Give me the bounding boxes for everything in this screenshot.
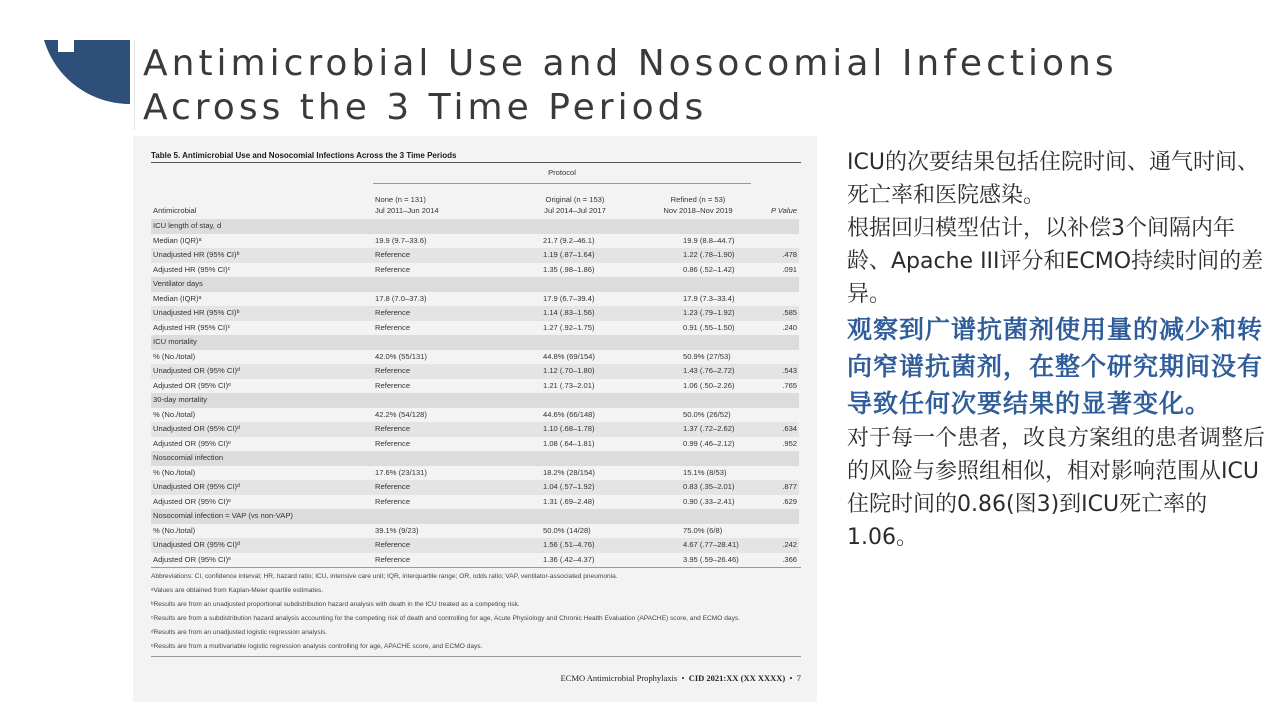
table-section-row — [151, 219, 799, 234]
cell-none: Reference — [373, 248, 505, 263]
table-section-row — [151, 335, 799, 350]
cell-pvalue — [751, 408, 799, 423]
table-row — [151, 364, 799, 379]
corner-accent-square — [58, 36, 74, 52]
table-section-row — [151, 451, 799, 466]
cell-refined: 0.90 (.33–2.41) — [683, 496, 735, 506]
row-label: Adjusted HR (95% CI)ᶜ — [153, 322, 231, 332]
cell-original: 44.6% (66/148) — [543, 409, 595, 419]
cell-none: Reference — [373, 538, 505, 553]
table-note: ᵈResults are from an unadjusted logistic regression analysis. — [151, 629, 328, 636]
table-row — [151, 321, 799, 336]
cell-none: Reference — [375, 496, 411, 506]
cell-none: 42.2% (54/128) — [375, 409, 427, 419]
table-row — [151, 495, 799, 510]
table-section-row — [151, 277, 799, 292]
table-section-row — [151, 393, 799, 408]
commentary-para-1: ICU的次要结果包括住院时间、通气时间、死亡率和医院感染。 — [847, 150, 1259, 208]
cell-refined: 3.95 (.59–26.46) — [683, 554, 739, 564]
cell-original: 1.12 (.70–1.80) — [505, 364, 645, 379]
cell-none: Reference — [373, 480, 505, 495]
row-label: Adjusted OR (95% CI)ᵉ — [153, 496, 231, 506]
cell-pvalue: .765 — [782, 380, 798, 390]
slide-title — [143, 42, 1273, 130]
row-label: Unadjusted HR (95% CI)ᵇ — [151, 306, 373, 321]
row-label: Adjusted OR (95% CI)ᵉ — [153, 438, 231, 448]
slide-title-line2: Across the 3 Time Periods — [143, 87, 708, 128]
cell-original: 17.9 (6.7–39.4) — [543, 293, 595, 303]
cell-none: Reference — [375, 554, 411, 564]
cell-none: Reference — [375, 438, 411, 448]
cell-pvalue — [751, 466, 799, 481]
slide-title-line1: Antimicrobial Use and Nosocomial Infections — [143, 43, 1118, 84]
col-header-pvalue: P Value — [770, 206, 798, 215]
cell-refined: 1.43 (.76–2.72) — [645, 364, 751, 379]
table-row — [151, 292, 799, 307]
cell-refined: 4.67 (.77–28.41) — [645, 538, 751, 553]
row-label: Adjusted OR (95% CI)ᵉ — [153, 554, 231, 564]
section-label: Nosocomial infection — [151, 451, 799, 466]
cell-original: 1.21 (.73–2.01) — [543, 380, 595, 390]
cell-pvalue — [751, 234, 799, 249]
row-label: Unadjusted OR (95% CI)ᵈ — [151, 538, 373, 553]
table-row — [151, 480, 799, 495]
commentary-highlight: 观察到广谱抗菌剂使用量的减少和转向窄谱抗菌剂，在整个研究期间没有导致任何次要结果的显著变化。 — [847, 315, 1264, 418]
cell-original: 1.14 (.83–1.56) — [505, 306, 645, 321]
col-header-none: None (n = 131) Jul 2011–Jun 2014 — [375, 195, 439, 215]
cell-pvalue: .629 — [782, 496, 798, 506]
cell-original: 1.56 (.51–4.76) — [505, 538, 645, 553]
title-band — [0, 0, 1280, 134]
table-section-row — [151, 509, 799, 524]
section-label: Ventilator days — [151, 277, 799, 292]
table-row — [151, 524, 799, 539]
table-image-panel — [133, 136, 817, 702]
table-header-protocol-row — [151, 163, 799, 184]
col-header-original: Original (n = 153) Jul 2014–Jul 2017 — [544, 195, 606, 215]
table-row — [151, 248, 799, 263]
row-label: Unadjusted OR (95% CI)ᵈ — [151, 480, 373, 495]
cell-refined: 0.99 (.46–2.12) — [683, 438, 735, 448]
cell-original: 1.36 (.42–4.37) — [543, 554, 595, 564]
cell-none: Reference — [375, 380, 411, 390]
cell-refined: 0.86 (.52–1.42) — [683, 264, 735, 274]
col-header-refined: Refined (n = 53) Nov 2018–Nov 2019 — [663, 195, 733, 215]
cell-original: 1.10 (.68–1.78) — [505, 422, 645, 437]
footer-page-number: 7 — [796, 673, 801, 683]
cell-none: Reference — [373, 306, 505, 321]
cell-refined: 0.83 (.35–2.01) — [645, 480, 751, 495]
table-row — [151, 408, 799, 423]
cell-none: 17.6% (23/131) — [375, 467, 427, 477]
title-divider — [134, 40, 135, 130]
table-row — [151, 306, 799, 321]
cell-refined: 1.22 (.78–1.90) — [645, 248, 751, 263]
cell-none: 19.9 (9.7–33.6) — [375, 235, 427, 245]
table-row — [151, 437, 799, 452]
row-label: Adjusted OR (95% CI)ᵉ — [153, 380, 231, 390]
cell-none: Reference — [373, 422, 505, 437]
cell-pvalue: .366 — [782, 554, 798, 564]
corner-accent-shape — [44, 40, 130, 104]
table-row — [151, 263, 799, 278]
cell-pvalue: .478 — [751, 248, 799, 263]
cell-original: 21.7 (9.2–46.1) — [543, 235, 595, 245]
row-label: % (No./total) — [153, 525, 196, 535]
cell-none: 39.1% (9/23) — [375, 525, 419, 535]
cell-pvalue: .543 — [751, 364, 799, 379]
page-footer: ECMO Antimicrobial Prophylaxis • CID 2021:XX (XX XXXX) • 7 — [560, 673, 801, 683]
table-document — [151, 144, 801, 685]
table-header-row — [151, 184, 799, 220]
cell-none: 42.0% (55/131) — [375, 351, 427, 361]
cell-refined: 15.1% (8/53) — [683, 467, 727, 477]
footer-rule — [151, 656, 801, 657]
cell-pvalue — [751, 524, 799, 539]
table-note: ᶜResults are from a subdistribution hazard analysis accounting for the competing risk of death and controlling for age, Acute Physiology and Chronic Health Evaluation (APACHE) score, and ECMO days. — [151, 615, 740, 622]
row-label: Unadjusted HR (95% CI)ᵇ — [151, 248, 373, 263]
table-note: ᵃValues are obtained from Kaplan-Meier quartile estimates. — [151, 587, 324, 594]
row-label: Median (IQR)ᵃ — [153, 235, 202, 245]
cell-original: 1.35 (.98–1.86) — [543, 264, 595, 274]
cell-refined: 50.9% (27/53) — [683, 351, 731, 361]
commentary-para-3: 对于每一个患者，改良方案组的患者调整后的风险与参照组相似，相对影响范围从ICU住院时间的0.86(图3)到ICU死亡率的1.06。 — [847, 426, 1266, 550]
cell-original: 1.04 (.57–1.92) — [505, 480, 645, 495]
row-label: Unadjusted OR (95% CI)ᵈ — [151, 364, 373, 379]
cell-refined: 1.23 (.79–1.92) — [645, 306, 751, 321]
section-label: 30-day mortality — [151, 393, 799, 408]
protocol-header: Protocol — [373, 163, 751, 184]
table-bottom-rule — [151, 567, 801, 568]
table-row — [151, 538, 799, 553]
row-label: % (No./total) — [153, 409, 196, 419]
cell-refined: 1.06 (.50–2.26) — [683, 380, 735, 390]
cell-pvalue: .634 — [751, 422, 799, 437]
cell-original: 18.2% (28/154) — [543, 467, 595, 477]
cell-original: 1.08 (.64–1.81) — [543, 438, 595, 448]
col-header-antimicrobial: Antimicrobial — [153, 206, 197, 215]
cell-none: 17.8 (7.0–37.3) — [375, 293, 427, 303]
cell-pvalue: .091 — [782, 264, 798, 274]
table-row — [151, 422, 799, 437]
cell-pvalue — [751, 292, 799, 307]
table-row — [151, 234, 799, 249]
table-note: ᵇResults are from an unadjusted proportional subdistribution hazard analysis with death in the ICU treated as a competing risk. — [151, 601, 520, 608]
cell-original: 1.31 (.69–2.48) — [543, 496, 595, 506]
results-table — [151, 163, 799, 567]
row-label: Unadjusted OR (95% CI)ᵈ — [151, 422, 373, 437]
table-notes — [151, 572, 801, 651]
cell-original: 1.19 (.87–1.64) — [505, 248, 645, 263]
cell-original: 50.0% (14/28) — [543, 525, 591, 535]
table-row — [151, 379, 799, 394]
section-label: ICU mortality — [151, 335, 799, 350]
cell-original: 44.8% (69/154) — [543, 351, 595, 361]
table-row — [151, 553, 799, 568]
cell-none: Reference — [375, 264, 411, 274]
cell-pvalue: .585 — [751, 306, 799, 321]
footer-citation: CID 2021:XX (XX XXXX) — [688, 673, 786, 683]
row-label: % (No./total) — [153, 467, 196, 477]
table-note: Abbreviations: CI, confidence interval; HR, hazard ratio; ICU, intensive care unit; IQR, interquartile range; OR, odds ratio; VAP, ventilator-associated pneumonia. — [151, 573, 618, 580]
cell-original: 1.27 (.92–1.75) — [543, 322, 595, 332]
cell-pvalue: .242 — [751, 538, 799, 553]
cell-pvalue: .877 — [751, 480, 799, 495]
commentary-panel — [847, 146, 1267, 554]
row-label: Adjusted HR (95% CI)ᶜ — [153, 264, 231, 274]
cell-refined: 17.9 (7.3–33.4) — [683, 293, 735, 303]
cell-pvalue: .952 — [782, 438, 798, 448]
section-label: ICU length of stay, d — [151, 219, 799, 234]
cell-pvalue: .240 — [782, 322, 798, 332]
row-label: % (No./total) — [153, 351, 196, 361]
cell-refined: 50.0% (26/52) — [683, 409, 731, 419]
section-label: Nosocomial infection = VAP (vs non-VAP) — [151, 509, 799, 524]
row-label: Median (IQR)ᵃ — [153, 293, 202, 303]
cell-pvalue — [751, 350, 799, 365]
cell-refined: 75.0% (6/8) — [683, 525, 723, 535]
cell-none: Reference — [373, 364, 505, 379]
commentary-para-2: 根据回归模型估计，以补偿3个间隔内年龄、Apache III评分和ECMO持续时间的差异。 — [847, 216, 1264, 307]
cell-none: Reference — [375, 322, 411, 332]
table-row — [151, 350, 799, 365]
table-caption: Table 5. Antimicrobial Use and Nosocomial Infections Across the 3 Time Periods — [151, 151, 457, 160]
footer-journal: ECMO Antimicrobial Prophylaxis — [560, 673, 678, 683]
cell-refined: 19.9 (8.8–44.7) — [683, 235, 735, 245]
table-note: ᵉResults are from a multivariable logistic regression analysis controlling for age, APACHE score, and ECMO days. — [151, 643, 483, 650]
table-row — [151, 466, 799, 481]
cell-refined: 0.91 (.55–1.50) — [683, 322, 735, 332]
cell-refined: 1.37 (.72–2.62) — [645, 422, 751, 437]
